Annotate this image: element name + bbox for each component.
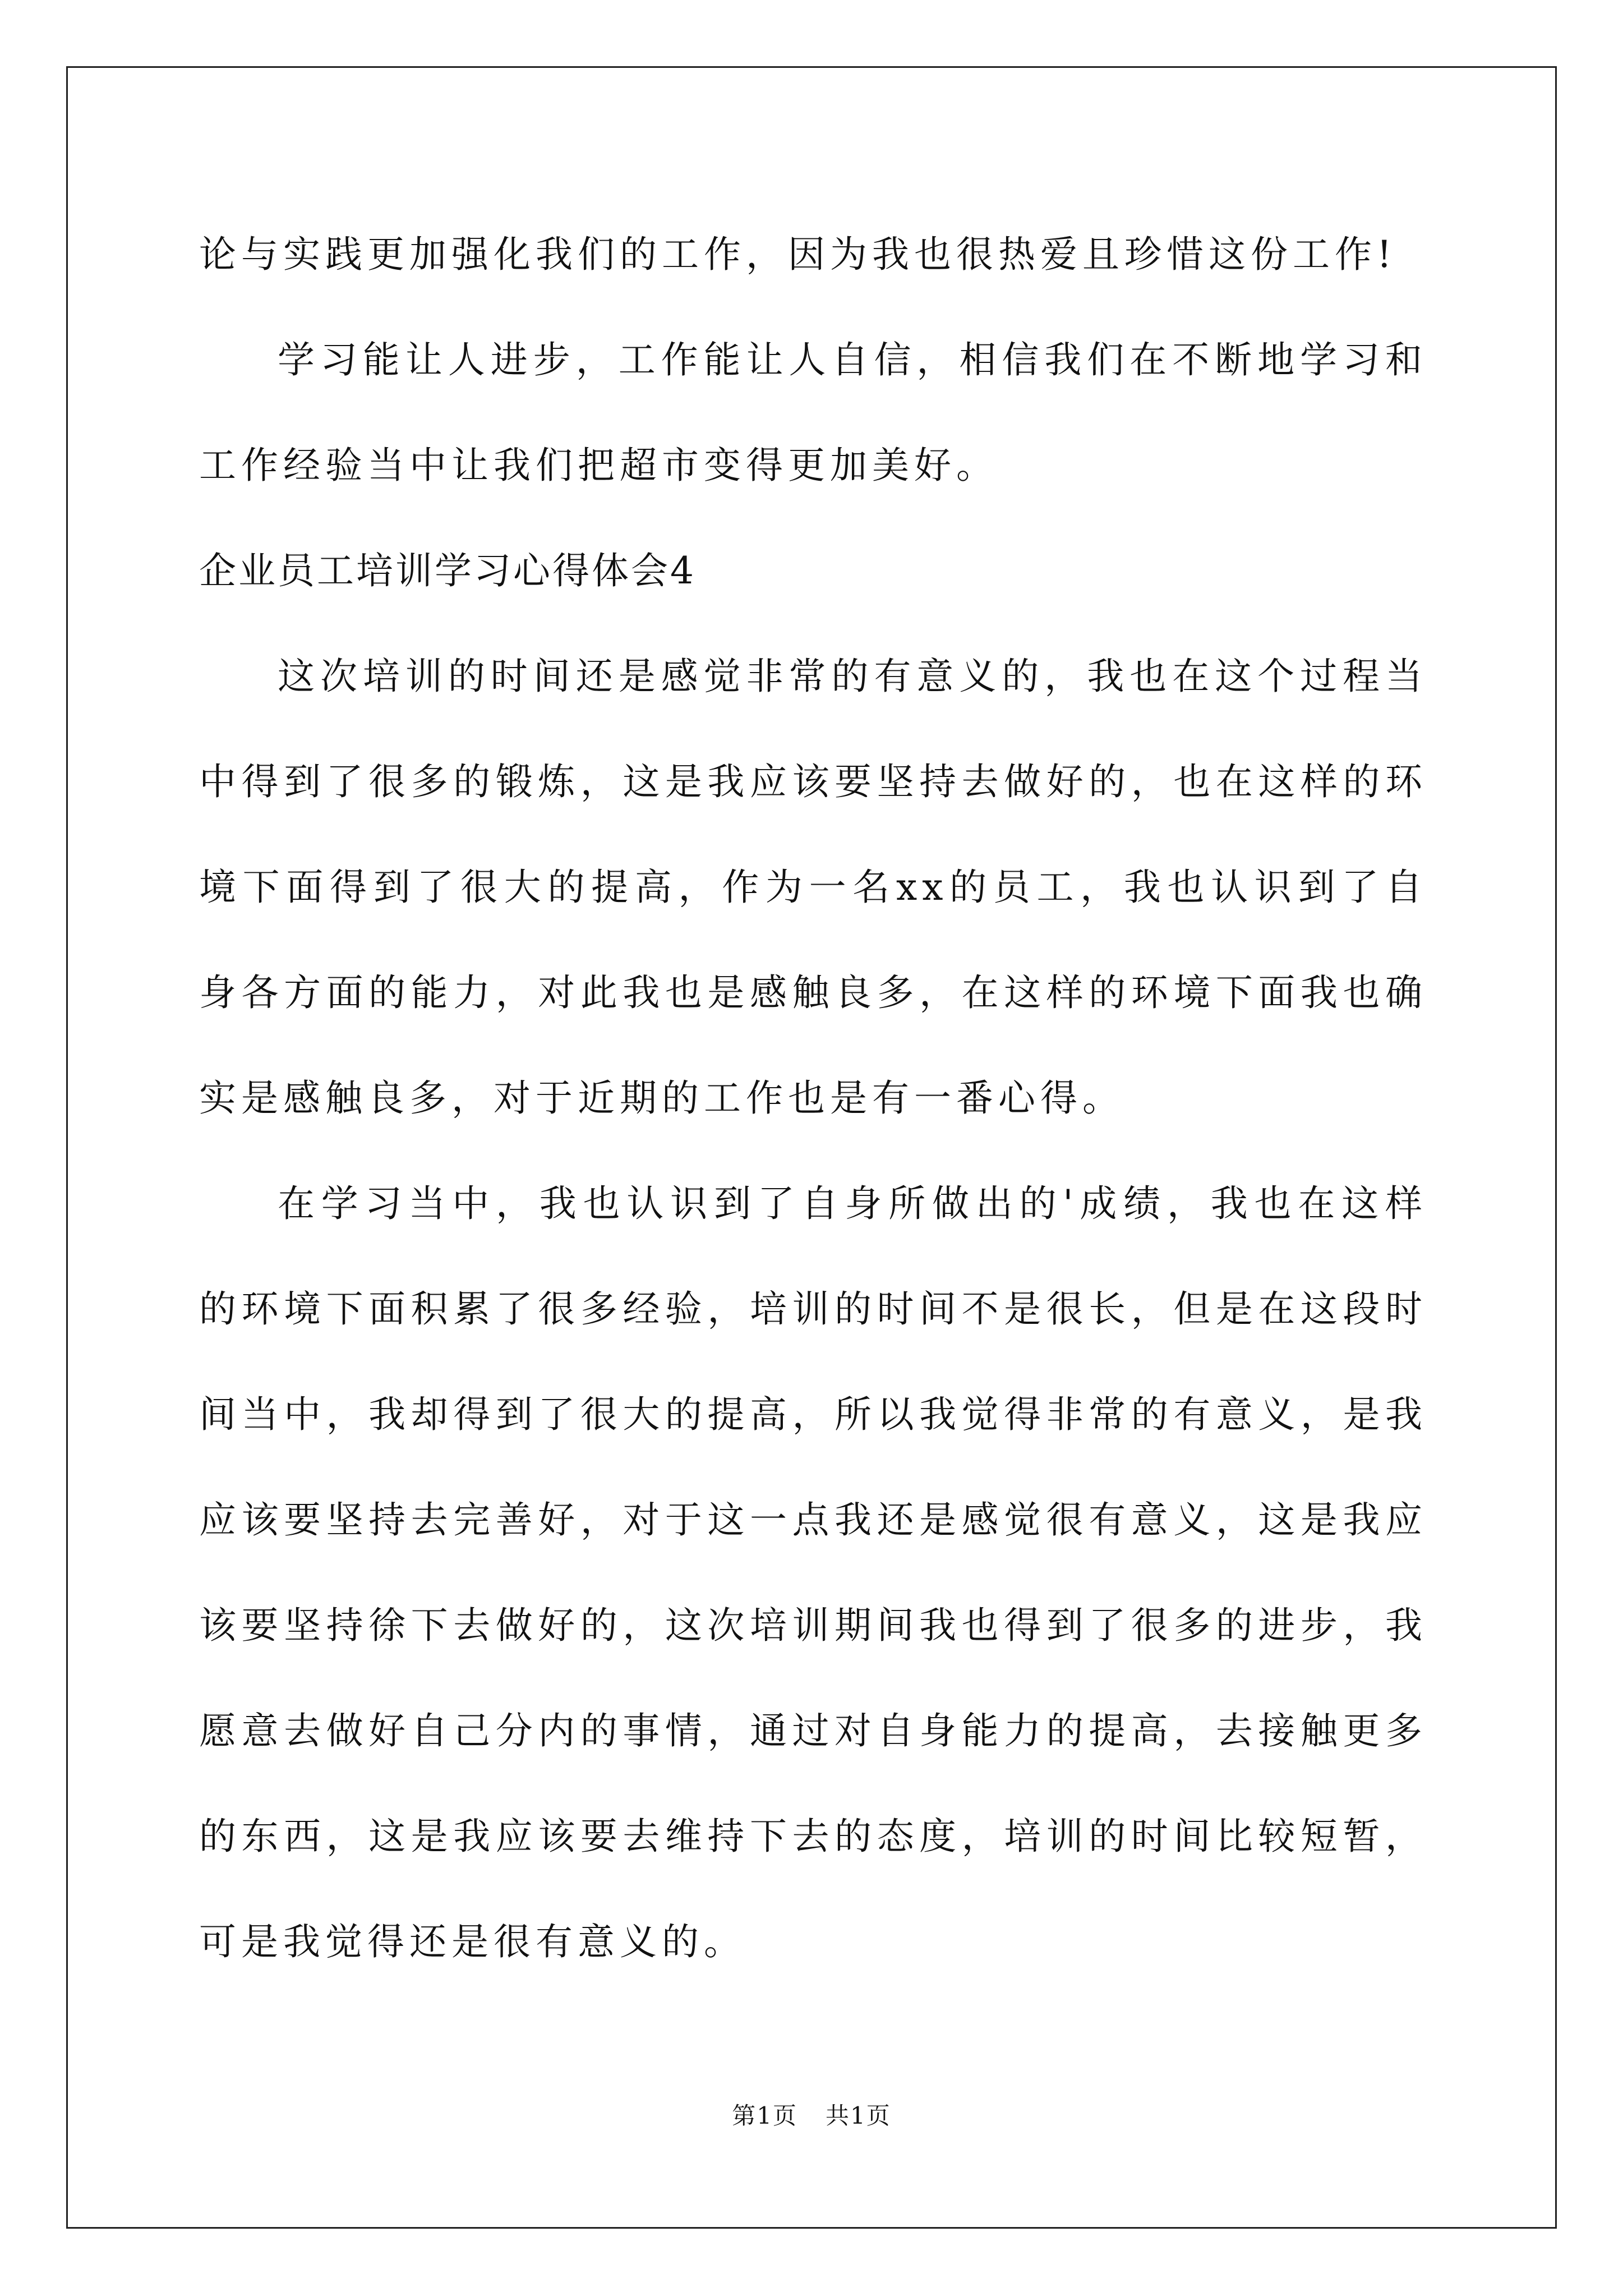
page-total: 共1页 xyxy=(826,2102,891,2129)
paragraph-4: 在学习当中，我也认识到了自身所做出的'成绩，我也在这样的环境下面积累了很多经验，培训的时间不是很长，但是在这段时间当中，我却得到了很大的提高，所以我觉得非常的有意义，是我应该要坚持去完善好，对于这一点我还是感觉很有意义，这是我应该要坚持徐下去做好的，这次培训期间我也得到了很多的进步，我愿意去做好自己分内的事情，通过对自身能力的提高，去接触更多的东西，这是我应该要去维持下去的态度，培训的时间比较短暂，可是我觉得还是很有意义的。 xyxy=(199,1182,1427,1963)
paragraph-2: 学习能让人进步，工作能让人自信，相信我们在不断地学习和工作经验当中让我们把超市变得更加美好。 xyxy=(199,338,1427,487)
section-heading: 企业员工培训学习心得体会4 xyxy=(199,549,696,592)
paragraph-1: 论与实践更加强化我们的工作，因为我也很热爱且珍惜这份工作! xyxy=(199,233,1397,276)
paragraph-3: 这次培训的时间还是感觉非常的有意义的，我也在这个过程当中得到了很多的锻炼，这是我应该要坚持去做好的，也在这样的环境下面得到了很大的提高，作为一名xx的员工，我也认识到了自身各方面的能力，对此我也是感触良多，在这样的环境下面我也确实是感触良多，对于近期的工作也是有一番心得。 xyxy=(199,655,1427,1120)
document-body xyxy=(199,202,1427,1995)
page-footer xyxy=(0,2099,1623,2133)
page-number: 第1页 xyxy=(732,2102,797,2129)
